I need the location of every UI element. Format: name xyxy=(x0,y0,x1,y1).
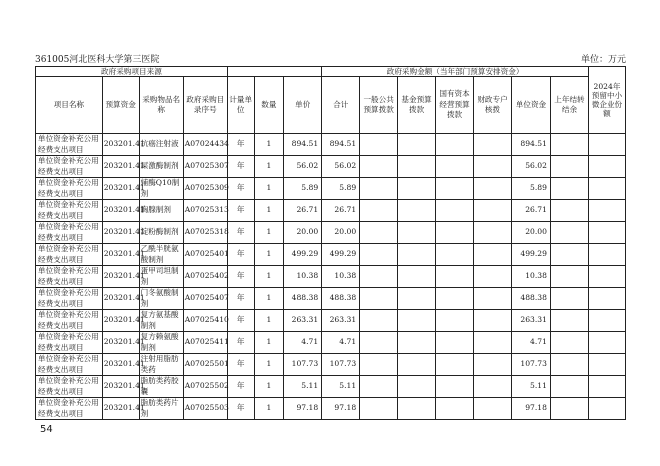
cell-project-name: 单位资金补充公用经费支出项目 xyxy=(36,398,103,420)
cell-fund-budget xyxy=(398,244,436,266)
cell-unit-price: 56.02 xyxy=(284,156,322,178)
cell-catalog-code: A07025309 xyxy=(183,178,227,200)
cell-special-account xyxy=(474,222,512,244)
table-row xyxy=(36,332,626,354)
group-header-row xyxy=(36,67,626,77)
cell-project-name: 单位资金补充公用经费支出项目 xyxy=(36,376,103,398)
cell-soe-budget xyxy=(436,178,474,200)
cell-general-budget xyxy=(360,310,398,332)
cell-item-name: 脂肪类药片剂 xyxy=(139,398,183,420)
cell-fund-budget xyxy=(398,354,436,376)
cell-sme-share xyxy=(588,288,625,310)
cell-general-budget xyxy=(360,288,398,310)
column-header: 单位资金 xyxy=(511,77,550,134)
column-header-row xyxy=(36,77,626,134)
cell-quantity: 1 xyxy=(254,288,284,310)
group-source-header: 政府采购项目来源 xyxy=(36,67,228,77)
cell-budget: 203201.41 xyxy=(102,156,139,178)
cell-general-budget xyxy=(360,244,398,266)
cell-total: 499.29 xyxy=(322,244,360,266)
cell-sme-share xyxy=(588,266,625,288)
cell-sme-share xyxy=(588,354,625,376)
cell-fund-budget xyxy=(398,376,436,398)
cell-sme-share xyxy=(588,244,625,266)
cell-item-name: 复方氨基酸制剂 xyxy=(139,310,183,332)
cell-total: 20.00 xyxy=(322,222,360,244)
cell-special-account xyxy=(474,244,512,266)
cell-catalog-code: A07025502 xyxy=(183,376,227,398)
cell-unit: 年 xyxy=(227,332,254,354)
column-header: 合计 xyxy=(322,77,360,134)
cell-carryover xyxy=(550,354,588,376)
cell-unit: 年 xyxy=(227,178,254,200)
cell-special-account xyxy=(474,288,512,310)
cell-unit: 年 xyxy=(227,222,254,244)
cell-catalog-code: A07025307 xyxy=(183,156,227,178)
group-amount-header: 政府采购金额（当年部门预算安排资金） xyxy=(322,67,589,77)
cell-unit-price: 263.31 xyxy=(284,310,322,332)
cell-quantity: 1 xyxy=(254,156,284,178)
cell-item-name: 屎激酶制剂 xyxy=(139,156,183,178)
cell-general-budget xyxy=(360,200,398,222)
cell-item-name: 辅酶Q10制剂 xyxy=(139,178,183,200)
column-header: 国有资本经营预算拨款 xyxy=(436,77,474,134)
cell-carryover xyxy=(550,222,588,244)
cell-fund-budget xyxy=(398,200,436,222)
cell-unit-price: 97.18 xyxy=(284,398,322,420)
cell-budget: 203201.41 xyxy=(102,134,139,156)
cell-item-name: 门冬氨酸制剂 xyxy=(139,288,183,310)
cell-soe-budget xyxy=(436,266,474,288)
table-row xyxy=(36,288,626,310)
cell-carryover xyxy=(550,376,588,398)
cell-own-funds: 26.71 xyxy=(511,200,550,222)
cell-unit-price: 5.11 xyxy=(284,376,322,398)
column-header: 基金预算拨款 xyxy=(398,77,436,134)
cell-sme-share xyxy=(588,200,625,222)
cell-sme-share xyxy=(588,222,625,244)
cell-total: 10.38 xyxy=(322,266,360,288)
cell-sme-share xyxy=(588,178,625,200)
cell-project-name: 单位资金补充公用经费支出项目 xyxy=(36,134,103,156)
cell-general-budget xyxy=(360,156,398,178)
cell-unit: 年 xyxy=(227,310,254,332)
cell-general-budget xyxy=(360,376,398,398)
cell-unit-price: 26.71 xyxy=(284,200,322,222)
cell-carryover xyxy=(550,178,588,200)
cell-item-name: 乙酰半胱氨酸制剂 xyxy=(139,244,183,266)
cell-special-account xyxy=(474,134,512,156)
cell-project-name: 单位资金补充公用经费支出项目 xyxy=(36,222,103,244)
table-row xyxy=(36,222,626,244)
cell-special-account xyxy=(474,354,512,376)
cell-carryover xyxy=(550,200,588,222)
cell-quantity: 1 xyxy=(254,310,284,332)
cell-quantity: 1 xyxy=(254,178,284,200)
unit-organization: 361005河北医科大学第三医院 xyxy=(35,55,160,65)
cell-fund-budget xyxy=(398,134,436,156)
cell-quantity: 1 xyxy=(254,354,284,376)
cell-sme-share xyxy=(588,376,625,398)
cell-budget: 203201.41 xyxy=(102,332,139,354)
cell-project-name: 单位资金补充公用经费支出项目 xyxy=(36,156,103,178)
cell-catalog-code: A07025401 xyxy=(183,244,227,266)
cell-general-budget xyxy=(360,134,398,156)
cell-special-account xyxy=(474,398,512,420)
cell-unit-price: 20.00 xyxy=(284,222,322,244)
cell-budget: 203201.41 xyxy=(102,244,139,266)
column-header: 数量 xyxy=(254,77,284,134)
column-header: 预算资金 xyxy=(102,77,139,134)
cell-soe-budget xyxy=(436,156,474,178)
cell-catalog-code: A07025411 xyxy=(183,332,227,354)
cell-own-funds: 56.02 xyxy=(511,156,550,178)
cell-unit: 年 xyxy=(227,398,254,420)
cell-item-name: 淀粉酶制剂 xyxy=(139,222,183,244)
cell-unit: 年 xyxy=(227,156,254,178)
cell-soe-budget xyxy=(436,222,474,244)
cell-own-funds: 97.18 xyxy=(511,398,550,420)
column-header: 政府采购目录序号 xyxy=(183,77,227,134)
cell-catalog-code: A07025503 xyxy=(183,398,227,420)
column-header: 2024年预留中小微企业份额 xyxy=(588,67,625,134)
cell-own-funds: 263.31 xyxy=(511,310,550,332)
cell-fund-budget xyxy=(398,288,436,310)
cell-catalog-code: A07025501 xyxy=(183,354,227,376)
cell-soe-budget xyxy=(436,310,474,332)
group-spacer xyxy=(227,67,321,77)
cell-project-name: 单位资金补充公用经费支出项目 xyxy=(36,266,103,288)
cell-sme-share xyxy=(588,156,625,178)
cell-carryover xyxy=(550,156,588,178)
table-row xyxy=(36,244,626,266)
cell-item-name: 胸腺制剂 xyxy=(139,200,183,222)
cell-total: 5.11 xyxy=(322,376,360,398)
cell-soe-budget xyxy=(436,200,474,222)
cell-project-name: 单位资金补充公用经费支出项目 xyxy=(36,310,103,332)
cell-general-budget xyxy=(360,332,398,354)
cell-special-account xyxy=(474,332,512,354)
cell-quantity: 1 xyxy=(254,200,284,222)
cell-budget: 203201.41 xyxy=(102,266,139,288)
cell-general-budget xyxy=(360,266,398,288)
cell-special-account xyxy=(474,178,512,200)
table-row xyxy=(36,200,626,222)
cell-quantity: 1 xyxy=(254,266,284,288)
table-row xyxy=(36,156,626,178)
column-header: 上年结转结余 xyxy=(550,77,588,134)
table-row xyxy=(36,398,626,420)
cell-quantity: 1 xyxy=(254,134,284,156)
cell-item-name: 脂肪类药胶囊 xyxy=(139,376,183,398)
currency-unit: 单位：万元 xyxy=(580,55,626,65)
table-row xyxy=(36,134,626,156)
cell-catalog-code: A07025318 xyxy=(183,222,227,244)
cell-unit-price: 4.71 xyxy=(284,332,322,354)
cell-own-funds: 488.38 xyxy=(511,288,550,310)
cell-unit-price: 499.29 xyxy=(284,244,322,266)
cell-own-funds: 894.51 xyxy=(511,134,550,156)
cell-total: 107.73 xyxy=(322,354,360,376)
cell-catalog-code: A07025313 xyxy=(183,200,227,222)
cell-budget: 203201.41 xyxy=(102,354,139,376)
cell-soe-budget xyxy=(436,376,474,398)
cell-carryover xyxy=(550,266,588,288)
cell-special-account xyxy=(474,376,512,398)
cell-unit: 年 xyxy=(227,376,254,398)
cell-special-account xyxy=(474,310,512,332)
cell-own-funds: 5.11 xyxy=(511,376,550,398)
procurement-table xyxy=(35,66,626,420)
cell-general-budget xyxy=(360,398,398,420)
cell-general-budget xyxy=(360,354,398,376)
cell-unit: 年 xyxy=(227,244,254,266)
cell-soe-budget xyxy=(436,398,474,420)
cell-unit: 年 xyxy=(227,134,254,156)
cell-own-funds: 20.00 xyxy=(511,222,550,244)
cell-project-name: 单位资金补充公用经费支出项目 xyxy=(36,354,103,376)
cell-own-funds: 10.38 xyxy=(511,266,550,288)
cell-carryover xyxy=(550,288,588,310)
cell-special-account xyxy=(474,156,512,178)
cell-soe-budget xyxy=(436,134,474,156)
cell-budget: 203201.41 xyxy=(102,200,139,222)
cell-project-name: 单位资金补充公用经费支出项目 xyxy=(36,178,103,200)
cell-carryover xyxy=(550,134,588,156)
cell-budget: 203201.41 xyxy=(102,178,139,200)
cell-sme-share xyxy=(588,332,625,354)
cell-budget: 203201.41 xyxy=(102,222,139,244)
cell-catalog-code: A07025410 xyxy=(183,310,227,332)
cell-budget: 203201.41 xyxy=(102,288,139,310)
cell-general-budget xyxy=(360,178,398,200)
cell-own-funds: 4.71 xyxy=(511,332,550,354)
column-header: 单价 xyxy=(284,77,322,134)
cell-project-name: 单位资金补充公用经费支出项目 xyxy=(36,200,103,222)
cell-total: 894.51 xyxy=(322,134,360,156)
cell-special-account xyxy=(474,266,512,288)
cell-own-funds: 107.73 xyxy=(511,354,550,376)
cell-own-funds: 5.89 xyxy=(511,178,550,200)
cell-sme-share xyxy=(588,134,625,156)
cell-quantity: 1 xyxy=(254,398,284,420)
cell-unit-price: 107.73 xyxy=(284,354,322,376)
cell-budget: 203201.41 xyxy=(102,398,139,420)
cell-project-name: 单位资金补充公用经费支出项目 xyxy=(36,244,103,266)
table-row xyxy=(36,178,626,200)
column-header: 一般公共预算拨款 xyxy=(360,77,398,134)
cell-carryover xyxy=(550,310,588,332)
cell-total: 97.18 xyxy=(322,398,360,420)
cell-unit-price: 10.38 xyxy=(284,266,322,288)
cell-unit-price: 488.38 xyxy=(284,288,322,310)
cell-unit: 年 xyxy=(227,200,254,222)
column-header: 项目名称 xyxy=(36,77,103,134)
cell-unit: 年 xyxy=(227,354,254,376)
cell-total: 488.38 xyxy=(322,288,360,310)
cell-quantity: 1 xyxy=(254,332,284,354)
cell-total: 263.31 xyxy=(322,310,360,332)
column-header: 采购物品名称 xyxy=(139,77,183,134)
cell-own-funds: 499.29 xyxy=(511,244,550,266)
cell-unit-price: 5.89 xyxy=(284,178,322,200)
cell-fund-budget xyxy=(398,332,436,354)
cell-project-name: 单位资金补充公用经费支出项目 xyxy=(36,288,103,310)
cell-project-name: 单位资金补充公用经费支出项目 xyxy=(36,332,103,354)
cell-catalog-code: A07024434 xyxy=(183,134,227,156)
cell-sme-share xyxy=(588,398,625,420)
column-header: 计量单位 xyxy=(227,77,254,134)
cell-unit-price: 894.51 xyxy=(284,134,322,156)
cell-fund-budget xyxy=(398,156,436,178)
cell-quantity: 1 xyxy=(254,244,284,266)
cell-total: 4.71 xyxy=(322,332,360,354)
cell-budget: 203201.41 xyxy=(102,310,139,332)
cell-total: 56.02 xyxy=(322,156,360,178)
cell-item-name: 复方赖氨酸制剂 xyxy=(139,332,183,354)
table-row xyxy=(36,310,626,332)
cell-fund-budget xyxy=(398,178,436,200)
cell-item-name: 抗癌注射液 xyxy=(139,134,183,156)
table-row xyxy=(36,266,626,288)
cell-fund-budget xyxy=(398,398,436,420)
cell-quantity: 1 xyxy=(254,222,284,244)
cell-soe-budget xyxy=(436,244,474,266)
cell-general-budget xyxy=(360,222,398,244)
column-header: 财政专户核拨 xyxy=(474,77,512,134)
cell-sme-share xyxy=(588,310,625,332)
cell-quantity: 1 xyxy=(254,376,284,398)
cell-item-name: 注射用脂肪类药 xyxy=(139,354,183,376)
page-number: 54 xyxy=(40,424,53,435)
cell-fund-budget xyxy=(398,222,436,244)
cell-soe-budget xyxy=(436,354,474,376)
cell-unit: 年 xyxy=(227,288,254,310)
cell-catalog-code: A07025407 xyxy=(183,288,227,310)
cell-carryover xyxy=(550,332,588,354)
cell-unit: 年 xyxy=(227,266,254,288)
cell-budget: 203201.41 xyxy=(102,376,139,398)
cell-fund-budget xyxy=(398,266,436,288)
cell-catalog-code: A07025402 xyxy=(183,266,227,288)
cell-soe-budget xyxy=(436,332,474,354)
cell-special-account xyxy=(474,200,512,222)
cell-total: 26.71 xyxy=(322,200,360,222)
cell-item-name: 蛋甲司坦制剂 xyxy=(139,266,183,288)
cell-fund-budget xyxy=(398,310,436,332)
cell-soe-budget xyxy=(436,288,474,310)
cell-carryover xyxy=(550,244,588,266)
table-row xyxy=(36,354,626,376)
cell-carryover xyxy=(550,398,588,420)
cell-total: 5.89 xyxy=(322,178,360,200)
table-row xyxy=(36,376,626,398)
